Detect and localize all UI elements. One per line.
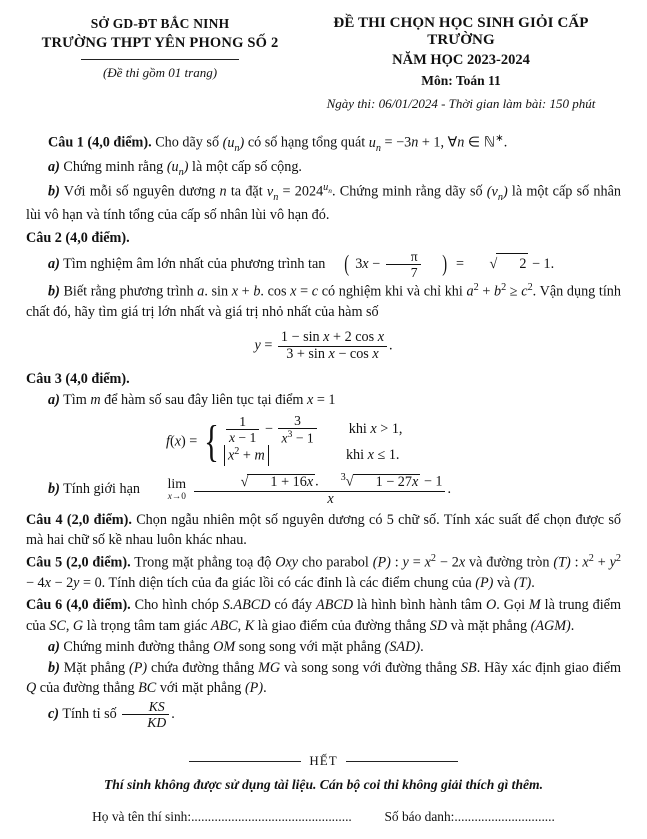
question-3-head: Câu 3 — [26, 371, 62, 388]
question-4-text: Chọn ngẫu nhiên một số nguyên dương có 5 chữ số. Tính xác suất để chọn được số mà hai chữ số kề nhau luôn khác nhau. — [26, 511, 621, 549]
question-3b-label: b) — [48, 481, 60, 498]
exam-body — [26, 132, 621, 731]
question-1-head: Câu 1 — [48, 134, 84, 151]
question-2a-label: a) — [48, 255, 60, 272]
question-5 — [26, 552, 621, 593]
question-1a-label: a) — [48, 159, 60, 176]
question-2-head-line — [26, 228, 621, 248]
question-2a: a) Tìm nghiệm âm lớn nhất của phương trình tan ( 3x − $\frac{\pi}{7}$ ) = √ 2 − 1. — [48, 248, 555, 281]
question-3-head-line — [26, 369, 621, 389]
question-4 — [26, 510, 621, 550]
question-6-head: Câu 6 — [26, 597, 63, 614]
question-6b: b) Mặt phẳng (P) chứa đường thẳng MG và song song với đường thẳng SB. Hãy xác định giao điểm Q của đường thẳng BC với mặt phẳng (P). — [26, 659, 622, 696]
department-name: SỞ GD-ĐT BẮC NINH — [90, 16, 230, 31]
question-2-points: (4,0 điểm). — [65, 229, 130, 246]
question-1b-label: b) — [48, 184, 60, 201]
exam-subject: Môn: Toán 11 — [421, 73, 501, 88]
question-6a-label: a) — [48, 638, 60, 655]
question-5-text-line: Câu 5 (2,0 điểm). Trong mặt phẳng toạ độ Oxy cho parabol (P) : $y = x^2 - 2x$ và đường tròn (T) : $x^2 + y^2 - 4x - 2y = 0$. Tính diện tích của đa giác lồi có các đỉnh là các điểm chung của (P) và (T). — [26, 553, 621, 592]
question-3a-formula: f(x) = { $\frac{1}{x - 1}$ − $\frac{3}{x^3 - 1}$ khi x > 1, $x^2 + m$ khi x ≤ 1. — [166, 412, 403, 467]
header-divider — [81, 59, 239, 60]
question-5-head: Câu 5 — [26, 555, 63, 572]
question-6b-label: b) — [48, 659, 60, 676]
question-6-points: (4,0 điểm). — [66, 597, 131, 614]
question-6a: a) Chứng minh đường thẳng OM song song với mặt phẳng (SAD). — [48, 638, 424, 655]
question-2-head: Câu 2 — [26, 229, 62, 246]
het-label: HẾT — [309, 753, 338, 768]
question-3b: b) Tính giới hạn lim x→0 $\frac{√ 1 + 16x . ^3√ 1 - 27x - 1}{x}$ . — [48, 472, 452, 508]
question-1 — [26, 132, 621, 226]
question-1a: a) Chứng minh rằng $(u_n)$ là một cấp số cộng. — [48, 159, 302, 178]
candidate-number-field: Số báo danh:.............................. — [384, 809, 555, 824]
question-1-stem-line: Câu 1 (4,0 điểm). Cho dãy số $(u_n)$ có số hạng tổng quát $u_n = -3n + 1$, ∀n ∈ ℕ∗. — [48, 133, 508, 154]
school-year: NĂM HỌC 2023-2024 — [392, 52, 530, 68]
het-rule-right — [346, 761, 458, 762]
question-2b-label: b) — [48, 284, 60, 300]
question-5-points: (2,0 điểm). — [66, 555, 131, 572]
question-1b: b) Với mỗi số nguyên dương n ta đặt $v_n = 2024^{u_n}$. Chứng minh rằng dãy số $(v_n)$ là một cấp số nhân lùi vô hạn và tính tổng của cấp số nhân lùi vô hạn đó. — [26, 182, 621, 224]
question-6 — [26, 595, 621, 730]
question-2b: b) Biết rằng phương trình a. sin x + b. cos x = c có nghiệm khi và chỉ khi $a^2 + b^2 \ge c^2$. Vận dụng tính chất đó, hãy tìm giá trị lớn nhất và giá trị nhỏ nhất của hàm số — [26, 282, 621, 321]
question-2 — [26, 228, 621, 364]
het-separator — [26, 753, 621, 769]
footer-note: Thí sinh không được sử dụng tài liệu. Cán bộ coi thi không giải thích gì thêm. — [103, 777, 544, 792]
header-right-block — [301, 14, 621, 112]
question-6c: c) Tính tỉ số $\frac{KS}{KD}$ . — [48, 699, 175, 731]
question-1-points: (4,0 điểm). — [87, 134, 152, 151]
header-left-block — [26, 14, 294, 81]
footer-fields — [26, 809, 621, 825]
question-3a: a) Tìm m để hàm số sau đây liên tục tại điểm x = 1 — [48, 392, 336, 409]
question-2b-formula: y = $\frac{\text{1 − sin x + 2 cos x}}{\text{3 + sin x − cos x}}$ . — [254, 329, 393, 363]
pages-note: (Đề thi gồm 01 trang) — [102, 65, 218, 80]
school-name: TRƯỜNG THPT YÊN PHONG SỐ 2 — [41, 35, 279, 51]
question-3-points: (4,0 điểm). — [65, 371, 130, 388]
question-4-head: Câu 4 — [26, 511, 63, 528]
document-header — [26, 14, 621, 112]
question-3 — [26, 369, 621, 508]
question-4-text-line — [26, 510, 621, 550]
document-footer — [26, 753, 621, 825]
question-6-stem-line: Câu 6 (4,0 điểm). Cho hình chóp S.ABCD có đáy ABCD là hình bình hành tâm O. Gọi M là trung điểm của SC, G là trọng tâm tam giác ABC, K là giao điểm của đường thẳng SD và mặt phẳng (AGM). — [26, 597, 622, 634]
exam-title: ĐỀ THI CHỌN HỌC SINH GIỎI CẤP TRƯỜNG — [333, 15, 589, 48]
question-6c-label: c) — [48, 706, 60, 723]
candidate-name-field: Họ và tên thí sinh:................................................ — [92, 809, 352, 824]
exam-meta: Ngày thi: 06/01/2024 - Thời gian làm bài: 150 phút — [326, 96, 596, 111]
het-rule-left — [189, 761, 301, 762]
question-3a-label: a) — [48, 392, 60, 409]
question-4-points: (2,0 điểm). — [66, 511, 132, 528]
